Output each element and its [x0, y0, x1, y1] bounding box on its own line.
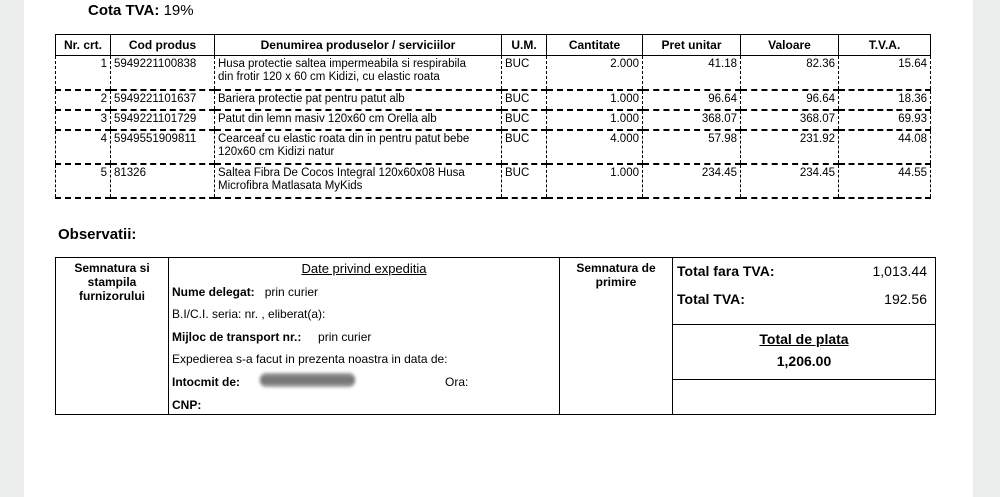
grand-total	[673, 324, 935, 380]
row-code: 5949221100838	[111, 56, 215, 90]
id-row: B.I/C.I. seria: nr. , eliberat(a):	[172, 307, 326, 321]
row-name: Patut din lemn masiv 120x60 cm Orella alb	[215, 110, 502, 130]
row-value: 231.92	[741, 130, 839, 164]
row-nr: 1	[56, 56, 111, 90]
supplier-signature-box	[56, 258, 169, 414]
row-code: 5949221101637	[111, 90, 215, 110]
col-header: Nr. crt.	[56, 35, 111, 56]
col-header: T.V.A.	[839, 35, 931, 56]
transport-row: Mijloc de transport nr.: prin curier	[172, 330, 372, 344]
delegate-row: Nume delegat: prin curier	[172, 285, 319, 299]
grand-total-label: Total de plata	[759, 331, 849, 347]
row-name: Husa protectie saltea impermeabila si respirabila din frotir 120 x 60 cm Kidizi, cu elastic roata	[215, 56, 502, 90]
issued-by-row: Intocmit de:	[172, 375, 240, 389]
row-price: 96.64	[643, 90, 741, 110]
row-um: BUC	[502, 130, 547, 164]
receipt-signature-label: Semnatura de primire	[576, 261, 656, 289]
row-code: 5949221101729	[111, 110, 215, 130]
total-vat-label: Total TVA:	[677, 291, 745, 307]
row-um: BUC	[502, 56, 547, 90]
row-qty: 2.000	[547, 56, 643, 90]
table-row	[56, 56, 931, 90]
col-header: Cantitate	[547, 35, 643, 56]
row-um: BUC	[502, 164, 547, 198]
receipt-signature-box	[560, 258, 673, 414]
col-header: Cod produs	[111, 35, 215, 56]
total-vat-row	[673, 286, 935, 314]
row-vat: 44.08	[839, 130, 931, 164]
supplier-signature-label: Semnatura si stampila furnizorului	[74, 261, 150, 303]
row-name: Bariera protectie pat pentru patut alb	[215, 90, 502, 110]
col-header: Denumirea produselor / serviciilor	[215, 35, 502, 56]
invoice-footer	[55, 257, 936, 415]
table-header-row	[56, 35, 931, 56]
table-row	[56, 110, 931, 130]
row-name: Saltea Fibra De Cocos Integral 120x60x08 Husa Microfibra Matlasata MyKids	[215, 164, 502, 198]
time-label: Ora:	[445, 375, 469, 389]
row-code: 81326	[111, 164, 215, 198]
row-qty: 1.000	[547, 90, 643, 110]
vat-rate-value: 19%	[163, 2, 194, 19]
products-table	[55, 34, 931, 199]
row-nr: 3	[56, 110, 111, 130]
row-code: 5949551909811	[111, 130, 215, 164]
row-vat: 15.64	[839, 56, 931, 90]
row-nr: 2	[56, 90, 111, 110]
row-price: 234.45	[643, 164, 741, 198]
row-vat: 18.36	[839, 90, 931, 110]
table-row	[56, 164, 931, 198]
total-net-row	[673, 258, 935, 286]
row-name: Cearceaf cu elastic roata din in pentru patut bebe 120x60 cm Kidizi natur	[215, 130, 502, 164]
row-um: BUC	[502, 90, 547, 110]
row-qty: 4.000	[547, 130, 643, 164]
row-nr: 4	[56, 130, 111, 164]
redacted-name	[260, 373, 355, 387]
vat-rate	[88, 2, 194, 19]
table-row	[56, 130, 931, 164]
vat-rate-label: Cota TVA:	[88, 2, 160, 19]
row-price: 57.98	[643, 130, 741, 164]
cnp-row: CNP:	[172, 398, 202, 412]
expedition-title: Date privind expeditia	[301, 261, 427, 276]
row-price: 368.07	[643, 110, 741, 130]
total-net-label: Total fara TVA:	[677, 263, 775, 279]
row-vat: 44.55	[839, 164, 931, 198]
col-header: U.M.	[502, 35, 547, 56]
grand-total-value: 1,206.00	[776, 353, 832, 369]
row-qty: 1.000	[547, 110, 643, 130]
shipping-row: Expedierea s-a facut in prezenta noastra in data de:	[172, 352, 448, 366]
row-nr: 5	[56, 164, 111, 198]
col-header: Valoare	[741, 35, 839, 56]
table-row	[56, 90, 931, 110]
totals-box	[673, 258, 935, 414]
row-value: 234.45	[741, 164, 839, 198]
total-vat-value: 192.56	[884, 291, 927, 307]
row-value: 96.64	[741, 90, 839, 110]
row-um: BUC	[502, 110, 547, 130]
row-value: 82.36	[741, 56, 839, 90]
observations-label: Observatii:	[58, 226, 137, 243]
row-vat: 69.93	[839, 110, 931, 130]
total-net-value: 1,013.44	[872, 263, 927, 279]
row-price: 41.18	[643, 56, 741, 90]
expedition-box	[169, 258, 560, 414]
row-value: 368.07	[741, 110, 839, 130]
col-header: Pret unitar	[643, 35, 741, 56]
row-qty: 1.000	[547, 164, 643, 198]
